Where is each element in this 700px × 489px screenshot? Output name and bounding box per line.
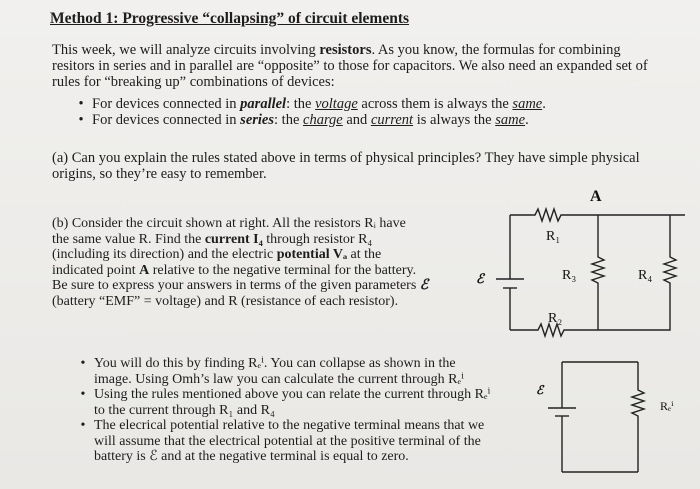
- rule-item-series: • For devices connected in series: the charge and current is always the same.: [70, 112, 546, 128]
- bullet-icon: •: [80, 356, 86, 371]
- bullet-icon: •: [78, 96, 84, 112]
- hint-list: [72, 356, 490, 465]
- r4-label: R₄: [638, 268, 653, 283]
- circuit-diagram-collapsed: [530, 352, 700, 482]
- part-a-question: (a) Can you explain the rules stated above in terms of physical principles? They have simple physical origins, so they’re easy to remember.: [52, 150, 640, 182]
- intro-text: resitors in series and in parallel are “opposite” to those for capacitors. We also need an expanded set of: [52, 58, 648, 74]
- intro-text: rules for “breaking up” combinations of devices:: [52, 74, 335, 90]
- intro-bold-term: resistors: [319, 42, 372, 58]
- resistor-r2: [510, 324, 615, 336]
- resistor-r3: [592, 215, 604, 330]
- rule-item-parallel: • For devices connected in parallel: the voltage across them is always the same.: [70, 96, 546, 112]
- r1-label: R₁: [546, 229, 561, 244]
- r2-label: R₂: [548, 311, 563, 326]
- page-title: Method 1: Progressive “collapsing” of circuit elements: [50, 10, 410, 27]
- bullet-icon: •: [80, 387, 86, 402]
- part-b-question: (b) Consider the circuit shown at right. All the resistors Rᵢ have the same value R. Find the current I₄ through resistor R₄ (including its direction) and the electric potential Vₐ at the indicated point A relative to the negative terminal for the battery. Be sure to express your answers in terms of the given parameters ℰ (battery “EMF” = voltage) and R (resistance of each resistor).: [52, 216, 429, 309]
- r3-label: R₃: [562, 268, 577, 283]
- hint-item: • The elecrical potential relative to the negative terminal means that we will assume that the electrical potential at the positive terminal of the battery is ℰ and at the negative terminal is equal to zero.: [72, 418, 490, 465]
- hint-item: • Using the rules mentioned above you can relate the current through Rₑⁱ to the current through R₁ and R₄: [72, 387, 490, 418]
- emf-label: ℰ: [476, 271, 484, 286]
- intro-text: . As you know, the formulas for combining: [371, 42, 621, 58]
- resistor-req: [632, 362, 644, 472]
- intro-paragraph: [52, 42, 648, 90]
- bullet-icon: •: [78, 112, 84, 128]
- req-label: Rₑⁱ: [660, 399, 674, 413]
- rules-list: [70, 96, 546, 128]
- intro-text: This week, we will analyze circuits involving: [52, 42, 320, 58]
- point-a-label: A: [590, 188, 602, 205]
- emf-label-collapsed: ℰ: [536, 383, 544, 397]
- hint-item: • You will do this by finding Rₑⁱ. You can collapse as shown in the image. Using Omh’s law you can calculate the current through Rₑⁱ: [72, 356, 490, 387]
- bullet-icon: •: [80, 418, 86, 433]
- circuit-diagram-full: [470, 185, 695, 350]
